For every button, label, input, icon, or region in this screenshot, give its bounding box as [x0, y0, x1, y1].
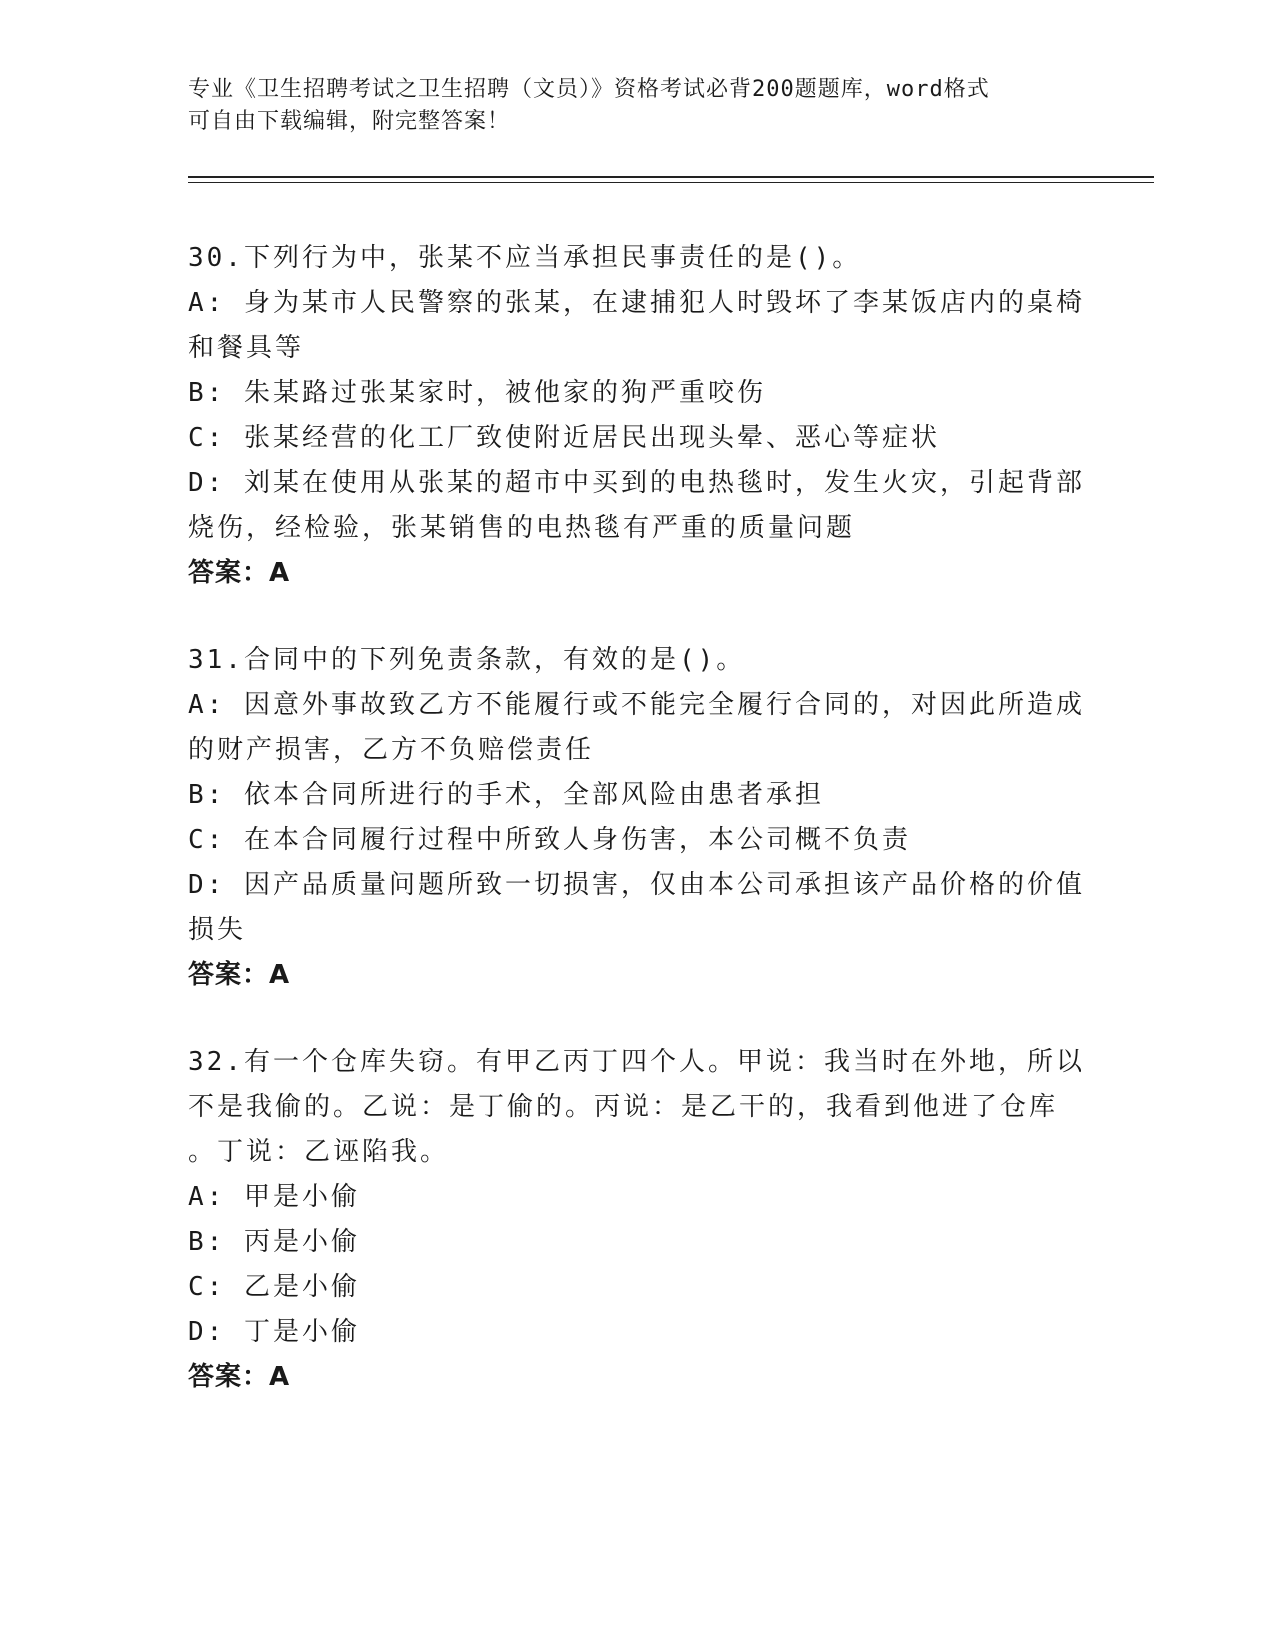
- option-a-cont: 的财产损害，乙方不负赔偿责任: [188, 735, 595, 765]
- document-header: [188, 74, 1088, 138]
- answer: 答案：A: [188, 558, 291, 588]
- option-d-cont: 烧伤，经检验，张某销售的电热毯有严重的质量问题: [188, 513, 856, 543]
- option-a: A: 身为某市人民警察的张某，在逮捕犯人时毁坏了李某饭店内的桌椅: [188, 288, 1085, 318]
- option-c: C: 乙是小偷: [188, 1272, 360, 1302]
- option-b: B: 朱某路过张某家时，被他家的狗严重咬伤: [188, 378, 766, 408]
- option-a: A: 因意外事故致乙方不能履行或不能完全履行合同的，对因此所造成: [188, 690, 1085, 720]
- question-list: [188, 236, 1088, 1442]
- question-stem: 32.有一个仓库失窃。有甲乙丙丁四个人。甲说：我当时在外地，所以: [188, 1047, 1085, 1077]
- question-stem: 31.合同中的下列免责条款，有效的是()。: [188, 645, 746, 675]
- question-32: [188, 1040, 1088, 1400]
- header-line-1: 专业《卫生招聘考试之卫生招聘（文员）》资格考试必背200题题库，word格式: [188, 77, 990, 102]
- question-stem-cont: 不是我偷的。乙说：是丁偷的。丙说：是乙干的，我看到他进了仓库: [188, 1092, 1059, 1122]
- answer: 答案：A: [188, 960, 291, 990]
- option-a: A: 甲是小偷: [188, 1182, 360, 1212]
- option-d: D: 刘某在使用从张某的超市中买到的电热毯时，发生火灾，引起背部: [188, 468, 1085, 498]
- option-d: D: 丁是小偷: [188, 1317, 360, 1347]
- question-stem-cont: 。丁说：乙诬陷我。: [188, 1137, 450, 1167]
- header-line-2: 可自由下载编辑，附完整答案！: [188, 109, 511, 134]
- header-rule-thin: [188, 182, 1154, 183]
- option-d: D: 因产品质量问题所致一切损害，仅由本公司承担该产品价格的价值: [188, 870, 1085, 900]
- option-b: B: 丙是小偷: [188, 1227, 360, 1257]
- option-c: C: 在本合同履行过程中所致人身伤害，本公司概不负责: [188, 825, 911, 855]
- question-30: [188, 236, 1088, 596]
- header-rule-thick: [188, 176, 1154, 178]
- option-d-cont: 损失: [188, 915, 247, 945]
- question-31: [188, 638, 1088, 998]
- question-stem: 30.下列行为中，张某不应当承担民事责任的是()。: [188, 243, 862, 273]
- option-b: B: 依本合同所进行的手术，全部风险由患者承担: [188, 780, 824, 810]
- option-a-cont: 和餐具等: [188, 333, 305, 363]
- answer: 答案：A: [188, 1362, 291, 1392]
- option-c: C: 张某经营的化工厂致使附近居民出现头晕、恶心等症状: [188, 423, 940, 453]
